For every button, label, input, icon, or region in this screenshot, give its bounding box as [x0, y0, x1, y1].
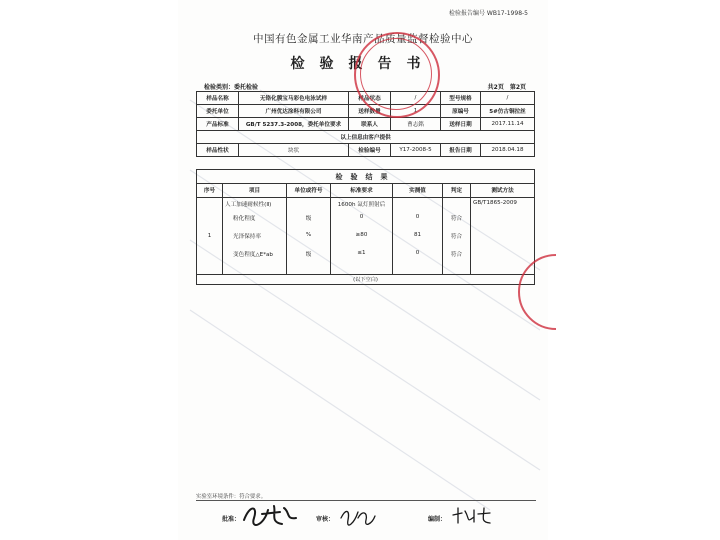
label: 样品状态 — [349, 92, 391, 105]
measured-value: 0 — [415, 249, 420, 256]
preparer-signature — [450, 505, 494, 527]
value: 无铬化膜宝马彩色电泳试样 — [239, 92, 349, 105]
value: 2017.11.14 — [481, 118, 535, 131]
measured-value: 81 — [413, 231, 422, 238]
requirement: ≥80 — [355, 231, 368, 238]
document-title: 检验报告书 — [290, 56, 436, 72]
info-row — [197, 118, 535, 131]
column-header: 实测值 — [393, 184, 443, 198]
unit: 级 — [305, 215, 312, 222]
column-header: 判定 — [443, 184, 471, 198]
requirement: ≤1 — [357, 249, 366, 256]
label: 样品性状 — [197, 144, 239, 157]
item-cell — [223, 197, 287, 274]
unit: % — [305, 231, 312, 238]
judgement: 符合 — [450, 233, 463, 240]
requirement: 0 — [359, 213, 364, 220]
report-number: 检验报告编号 WB17-1998-5 — [448, 10, 528, 17]
judgement-cell — [443, 197, 471, 274]
official-seal-inner-ring — [360, 38, 432, 110]
value: / — [391, 92, 441, 105]
label: 样品名称 — [197, 92, 239, 105]
column-header: 测试方法 — [471, 184, 535, 198]
sub-item: 光泽保持率 — [233, 233, 261, 240]
client-note: 以上信息由客户提供 — [197, 131, 535, 144]
label: 报告日期 — [441, 144, 481, 157]
measured-cell — [393, 197, 443, 274]
label: 委托单位 — [197, 105, 239, 118]
label: 送样数量 — [349, 105, 391, 118]
results-table — [196, 169, 535, 285]
column-header: 序号 — [197, 184, 223, 198]
column-header: 项目 — [223, 184, 287, 198]
inspection-category: 检验类别：委托检验 — [204, 84, 259, 91]
review-label: 审核： — [316, 516, 335, 523]
value: 块状 — [239, 144, 349, 157]
table-row — [197, 197, 535, 274]
method-cell — [471, 197, 535, 274]
label: 原编号 — [441, 105, 481, 118]
value: 曹志銘 — [391, 118, 441, 131]
value: 广州优达涂料有限公司 — [239, 105, 349, 118]
value: GB/T 5237.3-2008，委托单位要求 — [239, 118, 349, 131]
judgement: 符合 — [450, 215, 463, 222]
label: 送样日期 — [441, 118, 481, 131]
sub-item: 变色程度△E*ab — [233, 251, 273, 258]
measured-value: 0 — [415, 213, 420, 220]
unit: 级 — [305, 251, 312, 258]
approve-label: 批准： — [222, 516, 241, 523]
judgement: 符合 — [450, 251, 463, 258]
lab-environment-note: 实验室环境条件：符合要求。 — [196, 494, 267, 500]
unit-cell — [287, 197, 331, 274]
item-name: 人工加速耐候性(Ⅱ) — [225, 201, 272, 208]
value: 1 — [391, 105, 441, 118]
label: 检验编号 — [349, 144, 391, 157]
row-number: 1 — [197, 197, 223, 274]
page-count: 共2页 第2页 — [487, 84, 526, 91]
sub-item: 粉化程度 — [233, 215, 256, 222]
column-header: 标准要求 — [331, 184, 393, 198]
info-row — [197, 105, 535, 118]
value: 5#仿古铜拉丝 — [481, 105, 535, 118]
prepare-label: 编制： — [428, 516, 447, 523]
info-row — [197, 144, 535, 157]
issuing-organization: 中国有色金属工业华南产品质量监督检验中心 — [253, 33, 473, 45]
requirement-cell — [331, 197, 393, 274]
test-method: GB/T1865-2009 — [473, 199, 517, 206]
results-header-row — [197, 184, 535, 198]
value: / — [481, 92, 535, 105]
results-title: 检验结果 — [197, 170, 535, 184]
label: 产品标准 — [197, 118, 239, 131]
blank-note-row — [197, 274, 535, 284]
column-header: 单位或符号 — [287, 184, 331, 198]
label: 联系人 — [349, 118, 391, 131]
test-condition: 1600h 氙灯照射后 — [337, 201, 386, 208]
label: 型号规格 — [441, 92, 481, 105]
info-row — [197, 131, 535, 144]
value: Y17-2008-5 — [391, 144, 441, 157]
results-title-row — [197, 170, 535, 184]
blank-note: (以下空白) — [197, 274, 535, 284]
reviewer-signature — [338, 504, 378, 528]
approver-signature — [240, 500, 300, 530]
value: 2018.04.18 — [481, 144, 535, 157]
